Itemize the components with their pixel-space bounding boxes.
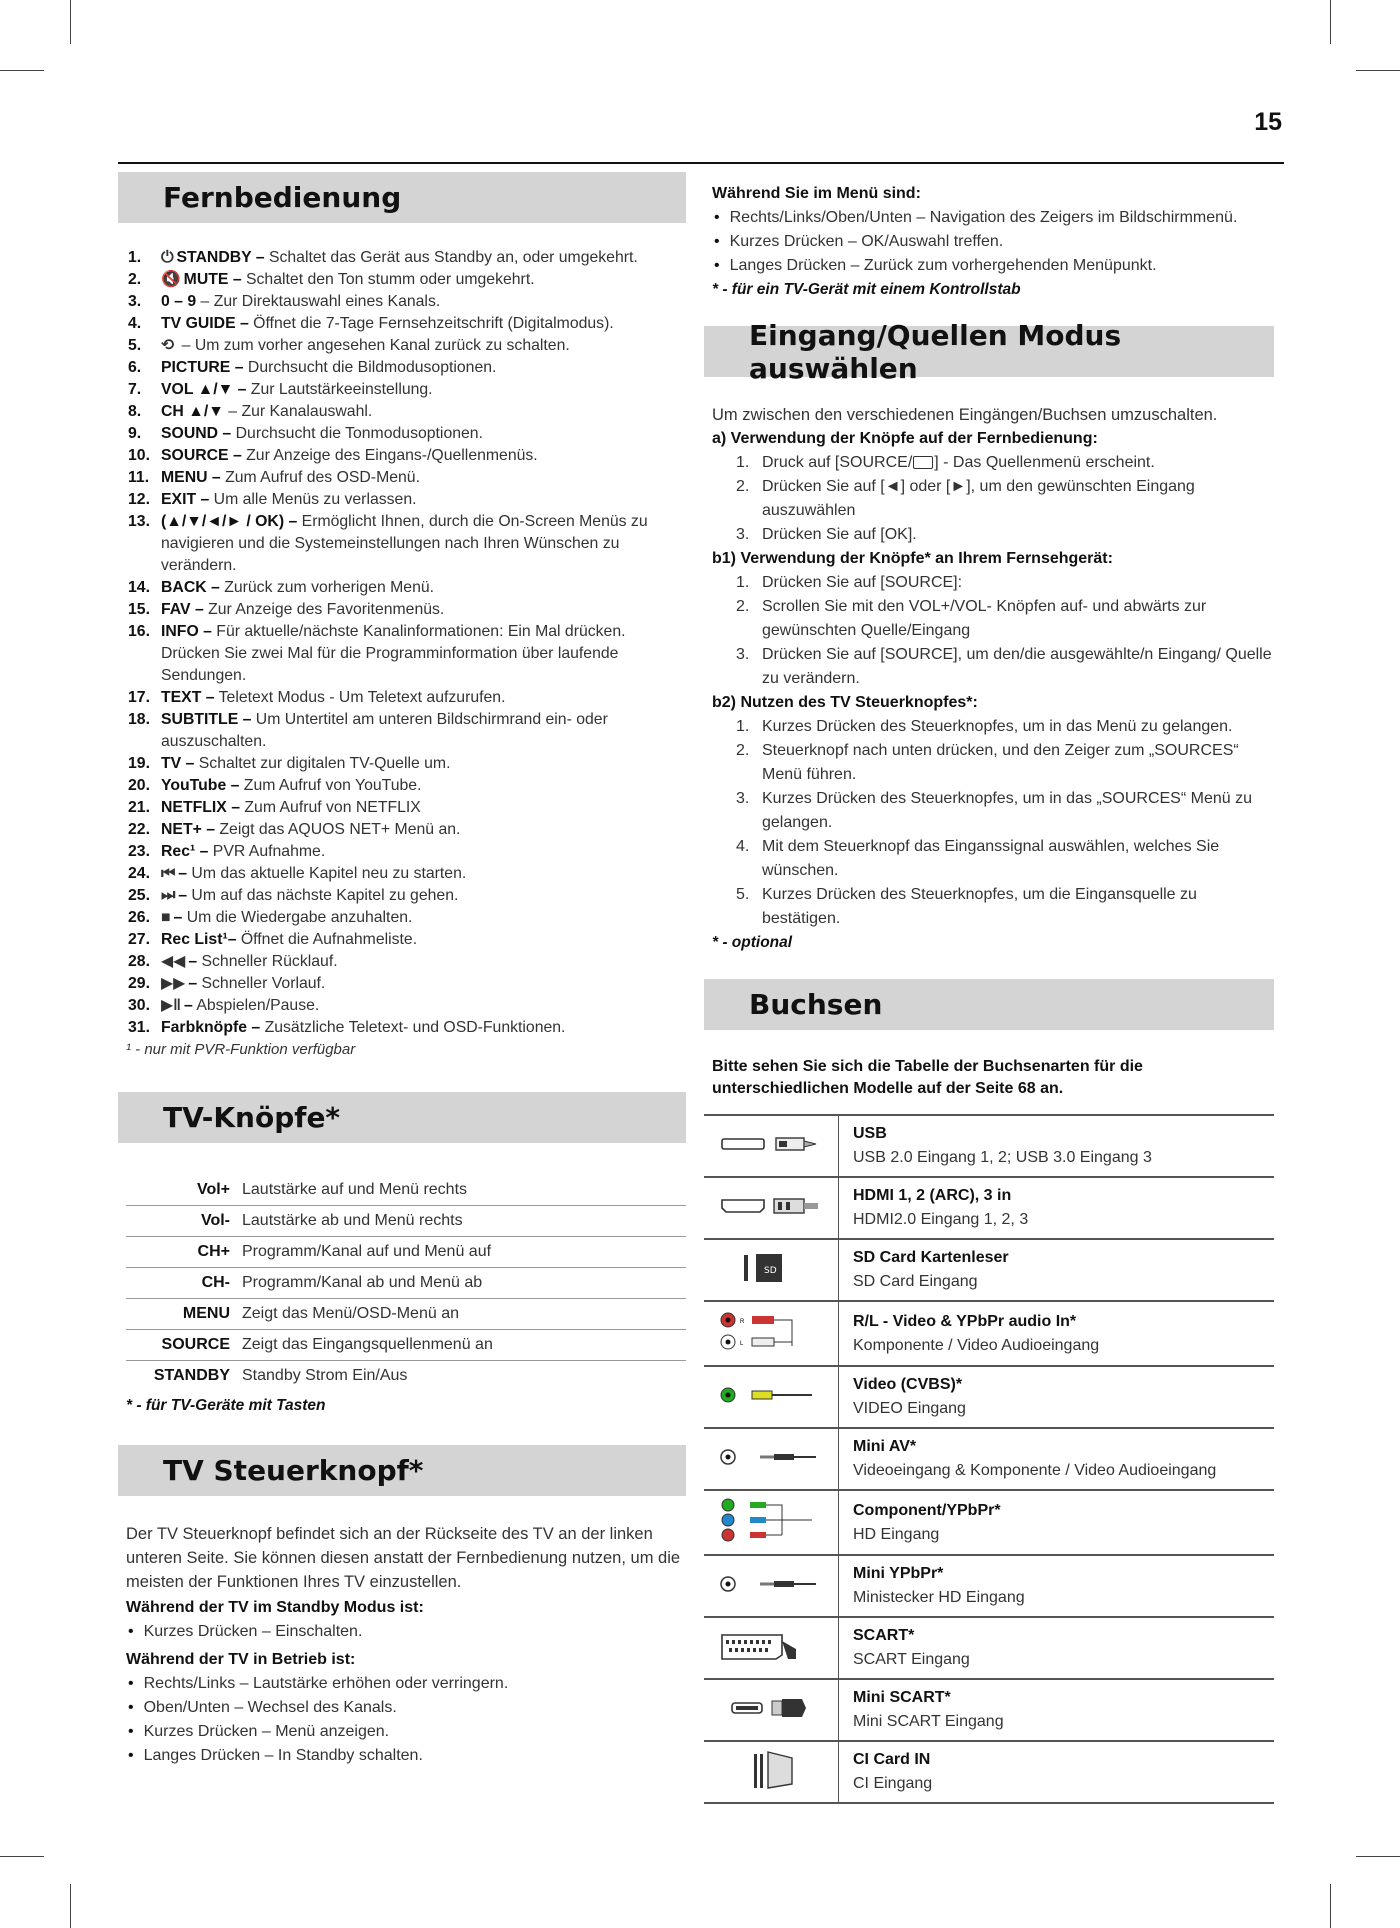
socket-row xyxy=(704,1177,1274,1239)
betrieb-list xyxy=(126,1672,686,1768)
tv-button-key: CH+ xyxy=(126,1237,238,1268)
bullet-item: • Oben/Unten – Wechsel des Kanals. xyxy=(128,1696,686,1720)
remote-item: 7. VOL ▲/▼ – Zur Lautstärkeeinstellung. xyxy=(128,381,433,398)
remote-item: 31. Farbknöpfe – Zusätzliche Teletext- und OSD-Funktionen. xyxy=(128,1019,566,1036)
remote-item: 28. ◀◀ – Schneller Rücklauf. xyxy=(128,951,686,973)
remote-item-label: Rec¹ – xyxy=(161,843,209,860)
remote-item-text: Zurück zum vorherigen Menü. xyxy=(219,579,435,596)
tv-button-desc: Lautstärke ab und Menü rechts xyxy=(238,1206,686,1237)
socket-title: HDMI 1, 2 (ARC), 3 in xyxy=(853,1187,1012,1204)
remote-item-text: Ermöglicht Ihnen, durch die On-Screen Menüs zu navigieren und die Systemeinstellungen nach Ihren Wünschen zu verändern. xyxy=(161,513,648,574)
section-header-eingang: Eingang/Quellen Modus auswählen xyxy=(704,326,1274,377)
remote-item: 16. INFO – Für aktuelle/nächste Kanalinformationen: Ein Mal drücken. Drücken Sie zwei Mal für die Programminformation über laufende Sendungen. xyxy=(128,623,626,684)
tv-button-key: SOURCE xyxy=(126,1330,238,1361)
socket-row xyxy=(704,1366,1274,1428)
remote-item: 24. ⏮ – Um das aktuelle Kapitel neu zu starten. xyxy=(128,863,686,885)
sd-card-icon xyxy=(716,1251,826,1290)
bullet-item: • Langes Drücken – In Standby schalten. xyxy=(128,1744,686,1768)
remote-item-text: Teletext Modus - Um Teletext aufzurufen. xyxy=(214,689,506,706)
socket-subtitle: Komponente / Video Audioeingang xyxy=(853,1336,1100,1354)
crop-mark xyxy=(1330,1884,1331,1928)
remote-item-label: 0 – 9 xyxy=(161,293,197,310)
step-item: 5. Kurzes Drücken des Steuerknopfes, um die Eingansquelle zu bestätigen. xyxy=(736,886,1197,927)
svg-text:L: L xyxy=(740,1341,744,1347)
remote-item: 12. EXIT – Um alle Menüs zu verlassen. xyxy=(128,491,417,508)
eingang-b2-heading: b2) Nutzen des TV Steuerknopfes*: xyxy=(712,694,978,711)
remote-item-text: Durchsucht die Bildmodusoptionen. xyxy=(243,359,497,376)
hdmi-connector-icon xyxy=(716,1194,826,1223)
socket-subtitle: VIDEO Eingang xyxy=(853,1400,966,1417)
step-item: 1. Drücken Sie auf [SOURCE]: xyxy=(736,574,963,591)
crop-mark xyxy=(70,0,71,44)
remote-item: 13. (▲/▼/◄/► / OK) – Ermöglicht Ihnen, durch die On-Screen Menüs zu navigieren und die Systemeinstellungen nach Ihren Wünschen zu verändern. xyxy=(128,513,648,574)
remote-function-list xyxy=(118,247,686,1039)
remote-item-text: Zur Anzeige des Favoritenmenüs. xyxy=(203,601,445,618)
mini-av-connector-icon xyxy=(716,1442,826,1477)
eingang-note: * - optional xyxy=(712,934,793,951)
remote-item-text: Schaltet zur digitalen TV-Quelle um. xyxy=(194,755,451,772)
steuerknopf-note: * - für ein TV-Gerät mit einem Kontrollstab xyxy=(712,281,1021,298)
socket-row xyxy=(704,1301,1274,1366)
remote-item-text: Schneller Vorlauf. xyxy=(197,975,326,992)
remote-item: 23. Rec¹ – PVR Aufnahme. xyxy=(128,843,326,860)
power-icon: ⏻ xyxy=(161,249,174,266)
section-header-tv-knoepfe: TV-Knöpfe* xyxy=(118,1092,686,1143)
remote-item: 15. FAV – Zur Anzeige des Favoritenmenüs. xyxy=(128,601,445,618)
remote-item-label: Farbknöpfe – xyxy=(161,1019,261,1036)
eingang-intro: Um zwischen den verschiedenen Eingängen/Buchsen umzuschalten. xyxy=(712,406,1218,424)
socket-subtitle: Mini SCART Eingang xyxy=(853,1713,1004,1730)
bullet-item: • Rechts/Links – Lautstärke erhöhen oder verringern. xyxy=(128,1672,686,1696)
bullet-item: • Kurzes Drücken – OK/Auswahl treffen. xyxy=(714,230,1274,254)
remote-item-text: Zur Lautstärkeeinstellung. xyxy=(246,381,433,398)
remote-item-label: CH ▲/▼ xyxy=(161,403,224,420)
eingang-b1-heading: b1) Verwendung der Knöpfe* an Ihrem Fernsehgerät: xyxy=(712,550,1113,567)
steuerknopf-intro: Der TV Steuerknopf befindet sich an der Rückseite des TV an der linken unteren Seite. Sie können diesen anstatt der Fernbedienung nutzen, um die meisten der Funktionen Ihres TV einzustellen. xyxy=(126,1525,681,1591)
mini-ypbpr-connector-icon xyxy=(716,1569,826,1604)
remote-item-text: Durchsucht die Tonmodusoptionen. xyxy=(231,425,483,442)
remote-item: 4. TV GUIDE – Öffnet die 7-Tage Fernsehzeitschrift (Digitalmodus). xyxy=(128,315,614,332)
remote-item: 17. TEXT – Teletext Modus - Um Teletext aufzurufen. xyxy=(128,689,506,706)
pvr-footnote: ¹ - nur mit PVR-Funktion verfügbar xyxy=(126,1041,356,1058)
remote-item: 26. ■ – Um die Wiedergabe anzuhalten. xyxy=(128,907,686,929)
socket-row xyxy=(704,1428,1274,1490)
socket-subtitle: HD Eingang xyxy=(853,1525,940,1543)
socket-row xyxy=(704,1741,1274,1803)
socket-row xyxy=(704,1115,1274,1177)
socket-subtitle: Ministecker HD Eingang xyxy=(853,1589,1025,1606)
remote-item-text: PVR Aufnahme. xyxy=(208,843,326,860)
tv-button-row xyxy=(126,1330,686,1361)
buchsen-intro: Bitte sehen Sie sich die Tabelle der Buchsenarten für die unterschiedlichen Modelle auf der Seite 68 an. xyxy=(712,1058,1143,1097)
usb-connector-icon xyxy=(716,1132,826,1161)
remote-item: 6. PICTURE – Durchsucht die Bildmodusoptionen. xyxy=(128,359,497,376)
tv-button-row xyxy=(126,1299,686,1330)
tv-button-desc: Programm/Kanal auf und Menü auf xyxy=(238,1237,686,1268)
socket-subtitle: USB 2.0 Eingang 1, 2; USB 3.0 Eingang 3 xyxy=(853,1149,1152,1166)
fast-forward-icon: ▶▶ xyxy=(161,975,186,992)
previous-chapter-icon: ⏮ xyxy=(161,865,176,882)
left-column xyxy=(118,172,686,1768)
tv-button-desc: Standby Strom Ein/Aus xyxy=(242,1367,408,1384)
remote-item: 29. ▶▶ – Schneller Vorlauf. xyxy=(128,973,686,995)
tv-button-key: Vol- xyxy=(126,1206,238,1237)
remote-item-text: Zum Aufruf von NETFLIX xyxy=(240,799,421,816)
remote-item: 30. ▶‖ – Abspielen/Pause. xyxy=(128,995,686,1017)
ci-card-icon xyxy=(716,1748,826,1797)
remote-item-label: BACK – xyxy=(161,579,220,596)
tv-button-key: Vol+ xyxy=(126,1175,238,1206)
svg-text:SD: SD xyxy=(764,1265,777,1276)
remote-item-label: SOURCE – xyxy=(161,447,242,464)
tv-buttons-table xyxy=(126,1175,686,1391)
remote-item-label: STANDBY – xyxy=(176,249,265,266)
source-icon xyxy=(913,456,933,469)
tv-button-row xyxy=(126,1361,686,1392)
next-chapter-icon: ⏭ xyxy=(161,887,176,904)
remote-item: 10. SOURCE – Zur Anzeige des Eingans-/Quellenmenüs. xyxy=(128,447,538,464)
remote-item-text: Zusätzliche Teletext- und OSD-Funktionen. xyxy=(260,1019,566,1036)
remote-item-label: NET+ – xyxy=(161,821,215,838)
menu-list xyxy=(712,206,1274,278)
eingang-a-steps xyxy=(712,451,1274,547)
step-item: 3. Kurzes Drücken des Steuerknopfes, um in das „SOURCES“ Menü zu gelangen. xyxy=(736,790,1252,831)
step-item: 2. Scrollen Sie mit den VOL+/VOL- Knöpfen auf- und abwärts zur gewünschten Quelle/Eingang xyxy=(736,598,1207,639)
remote-item: 11. MENU – Zum Aufruf des OSD-Menü. xyxy=(128,469,420,486)
remote-item-text: Zeigt das AQUOS NET+ Menü an. xyxy=(215,821,461,838)
socket-title: Component/YPbPr* xyxy=(853,1501,1001,1519)
socket-title: Mini SCART* xyxy=(853,1689,951,1706)
eingang-a-step: 3. Drücken Sie auf [OK]. xyxy=(736,526,917,543)
socket-title: USB xyxy=(853,1125,887,1142)
bullet-item: • Kurzes Drücken – Menü anzeigen. xyxy=(128,1720,686,1744)
remote-item-label: SUBTITLE – xyxy=(161,711,252,728)
crop-mark xyxy=(1356,70,1400,71)
remote-item-text: Öffnet die Aufnahmeliste. xyxy=(236,931,418,948)
socket-subtitle: CI Eingang xyxy=(853,1775,933,1792)
remote-item-label: (▲/▼/◄/► / OK) – xyxy=(161,513,298,530)
remote-item-label: EXIT – xyxy=(161,491,210,508)
socket-row xyxy=(704,1555,1274,1617)
remote-item-text: Schneller Rücklauf. xyxy=(197,953,338,970)
remote-item: 19. TV – Schaltet zur digitalen TV-Quelle um. xyxy=(128,755,451,772)
remote-item-text: Zur Anzeige des Eingans-/Quellenmenüs. xyxy=(241,447,538,464)
eingang-b1-steps xyxy=(712,571,1274,691)
step-item: 4. Mit dem Steuerknopf das Einganssignal auswählen, welches Sie wünschen. xyxy=(736,838,1220,879)
rewind-icon: ◀◀ xyxy=(161,953,186,970)
step-item: 3. Drücken Sie auf [SOURCE], um den/die ausgewählte/n Eingang/ Quelle zu verändern. xyxy=(736,646,1272,687)
play-pause-icon: ▶‖ xyxy=(161,997,182,1014)
remote-item: 27. Rec List¹– Öffnet die Aufnahmeliste. xyxy=(128,931,418,948)
socket-subtitle: SCART Eingang xyxy=(853,1651,970,1668)
tv-button-key: STANDBY xyxy=(153,1367,230,1384)
socket-title: Video (CVBS)* xyxy=(853,1376,963,1393)
return-channel-icon: ⟲ xyxy=(161,337,175,354)
remote-item-label: YouTube – xyxy=(161,777,240,794)
socket-title: R/L - Video & YPbPr audio In* xyxy=(853,1312,1077,1330)
socket-title: Mini YPbPr* xyxy=(853,1565,944,1582)
svg-text:R: R xyxy=(740,1319,745,1325)
crop-mark xyxy=(0,1856,44,1857)
section-header-buchsen: Buchsen xyxy=(704,979,1274,1030)
remote-item-label: – xyxy=(178,865,188,882)
remote-item: 18. SUBTITLE – Um Untertitel am unteren Bildschirmrand ein- oder auszuschalten. xyxy=(128,711,608,750)
eingang-a-step: 2. Drücken Sie auf [◄] oder [►], um den gewünschten Eingang auszuwählen xyxy=(736,478,1195,519)
socket-title: CI Card IN xyxy=(853,1751,931,1768)
remote-item: 22. NET+ – Zeigt das AQUOS NET+ Menü an. xyxy=(128,821,461,838)
remote-item-text: Um auf das nächste Kapitel zu gehen. xyxy=(187,887,459,904)
bullet-item: • Rechts/Links/Oben/Unten – Navigation des Zeigers im Bildschirmmenü. xyxy=(714,206,1274,230)
component-connector-icon xyxy=(716,1495,826,1550)
crop-mark xyxy=(70,1884,71,1928)
sockets-table xyxy=(704,1114,1274,1804)
remote-item: 14. BACK – Zurück zum vorherigen Menü. xyxy=(128,579,435,596)
remote-item-label: SOUND – xyxy=(161,425,232,442)
rca-audio-connector-icon xyxy=(716,1306,826,1361)
socket-row xyxy=(704,1490,1274,1555)
remote-item-label: – xyxy=(188,953,198,970)
betrieb-heading: Während der TV in Betrieb ist: xyxy=(126,1651,356,1668)
menu-heading: Während Sie im Menü sind: xyxy=(712,185,921,202)
step-item: 2. Steuerknopf nach unten drücken, und den Zeiger zum „SOURCES“ Menü führen. xyxy=(736,742,1239,783)
remote-item-label: FAV – xyxy=(161,601,204,618)
right-column xyxy=(704,182,1274,1804)
tv-button-row xyxy=(126,1206,686,1237)
eingang-a-heading: a) Verwendung der Knöpfe auf der Fernbedienung: xyxy=(712,430,1098,447)
remote-item-text: – Zur Kanalauswahl. xyxy=(223,403,373,420)
remote-item-label: – xyxy=(188,975,198,992)
socket-row xyxy=(704,1617,1274,1679)
remote-item-text: Schaltet den Ton stumm oder umgekehrt. xyxy=(241,271,535,288)
remote-item: 1. ⏻ STANDBY – Schaltet das Gerät aus Standby an, oder umgekehrt. xyxy=(128,247,686,269)
remote-item: 3. 0 – 9 – Zur Direktauswahl eines Kanals. xyxy=(128,293,441,310)
tv-button-row xyxy=(126,1268,686,1299)
tv-button-row xyxy=(126,1175,686,1206)
socket-subtitle: Videoeingang & Komponente / Video Audioeingang xyxy=(853,1462,1217,1479)
remote-item-text: – Zur Direktauswahl eines Kanals. xyxy=(196,293,441,310)
section-header-fernbedienung: Fernbedienung xyxy=(118,172,686,223)
remote-item-text: Für aktuelle/nächste Kanalinformationen: Ein Mal drücken. Drücken Sie zwei Mal für die Programminformation über laufende Sendungen. xyxy=(161,623,626,684)
remote-item: 9. SOUND – Durchsucht die Tonmodusoptionen. xyxy=(128,425,483,442)
remote-item-label: TV GUIDE – xyxy=(161,315,249,332)
bullet-item: • Kurzes Drücken – Einschalten. xyxy=(128,1620,686,1644)
scart-connector-icon xyxy=(716,1629,826,1668)
remote-item-text: Zum Aufruf des OSD-Menü. xyxy=(220,469,420,486)
remote-item-label: MENU – xyxy=(161,469,221,486)
tv-button-desc: Zeigt das Eingangsquellenmenü an xyxy=(238,1330,686,1361)
remote-item: 21. NETFLIX – Zum Aufruf von NETFLIX xyxy=(128,799,421,816)
tv-button-key: CH- xyxy=(126,1268,238,1299)
tv-button-desc: Programm/Kanal ab und Menü ab xyxy=(238,1268,686,1299)
remote-item-text: Um alle Menüs zu verlassen. xyxy=(209,491,417,508)
tv-button-key: MENU xyxy=(126,1299,238,1330)
crop-mark xyxy=(1330,0,1331,44)
remote-item-label: VOL ▲/▼ – xyxy=(161,381,247,398)
bullet-item: • Langes Drücken – Zurück zum vorhergehenden Menüpunkt. xyxy=(714,254,1274,278)
remote-item-label: TV – xyxy=(161,755,195,772)
remote-item-label: TEXT – xyxy=(161,689,215,706)
crop-mark xyxy=(1356,1856,1400,1857)
socket-row xyxy=(704,1239,1274,1301)
remote-item: 20. YouTube – Zum Aufruf von YouTube. xyxy=(128,777,422,794)
remote-item-label: – xyxy=(184,997,193,1014)
remote-item-text: Zum Aufruf von YouTube. xyxy=(239,777,422,794)
standby-list xyxy=(126,1620,686,1644)
eingang-b2-steps xyxy=(712,715,1274,931)
standby-heading: Während der TV im Standby Modus ist: xyxy=(126,1599,424,1616)
remote-item-text: Um die Wiedergabe anzuhalten. xyxy=(182,909,413,926)
remote-item: 2. 🔇 MUTE – Schaltet den Ton stumm oder umgekehrt. xyxy=(128,269,686,291)
remote-item-label: MUTE – xyxy=(183,271,242,288)
page-number: 15 xyxy=(1254,108,1282,136)
section-header-steuerknopf: TV Steuerknopf* xyxy=(118,1445,686,1496)
crop-mark xyxy=(0,70,44,71)
remote-item-label: – xyxy=(178,887,188,904)
remote-item: 8. CH ▲/▼ – Zur Kanalauswahl. xyxy=(128,403,373,420)
remote-item: 5. ⟲ – Um zum vorher angesehen Kanal zurück zu schalten. xyxy=(128,335,686,357)
tv-button-row xyxy=(126,1237,686,1268)
socket-title: SCART* xyxy=(853,1627,915,1644)
socket-title: SD Card Kartenleser xyxy=(853,1249,1009,1266)
tv-button-desc: Lautstärke auf und Menü rechts xyxy=(238,1175,686,1206)
remote-item-label: INFO – xyxy=(161,623,212,640)
socket-subtitle: HDMI2.0 Eingang 1, 2, 3 xyxy=(853,1211,1029,1228)
remote-item-label: PICTURE – xyxy=(161,359,244,376)
step-item: 1. Kurzes Drücken des Steuerknopfes, um in das Menü zu gelangen. xyxy=(736,718,1233,735)
remote-item-text: Abspielen/Pause. xyxy=(192,997,320,1014)
eingang-a-step: 1. Druck auf [SOURCE/ ] - Das Quellenmenü erscheint. xyxy=(736,454,1155,471)
remote-item-text: Öffnet die 7-Tage Fernsehzeitschrift (Digitalmodus). xyxy=(248,315,614,332)
remote-item-text: – Um zum vorher angesehen Kanal zurück zu schalten. xyxy=(177,337,570,354)
tv-buttons-note: * - für TV-Geräte mit Tasten xyxy=(126,1397,326,1414)
remote-item-label: – xyxy=(173,909,183,926)
remote-item-text: Um das aktuelle Kapitel neu zu starten. xyxy=(187,865,467,882)
socket-subtitle: SD Card Eingang xyxy=(853,1273,978,1290)
cvbs-connector-icon xyxy=(716,1380,826,1415)
remote-item-label: NETFLIX – xyxy=(161,799,240,816)
remote-item-text: Schaltet das Gerät aus Standby an, oder umgekehrt. xyxy=(264,249,638,266)
socket-row xyxy=(704,1679,1274,1741)
mini-scart-connector-icon xyxy=(716,1693,826,1728)
stop-icon: ■ xyxy=(161,909,171,926)
socket-title: Mini AV* xyxy=(853,1438,917,1455)
remote-item-label: Rec List¹– xyxy=(161,931,237,948)
header-rule xyxy=(118,162,1284,164)
remote-item: 25. ⏭ – Um auf das nächste Kapitel zu gehen. xyxy=(128,885,686,907)
mute-icon: 🔇 xyxy=(161,271,181,288)
tv-button-desc: Zeigt das Menü/OSD-Menü an xyxy=(238,1299,686,1330)
remote-item-text: Um Untertitel am unteren Bildschirmrand ein- oder auszuschalten. xyxy=(161,711,608,750)
